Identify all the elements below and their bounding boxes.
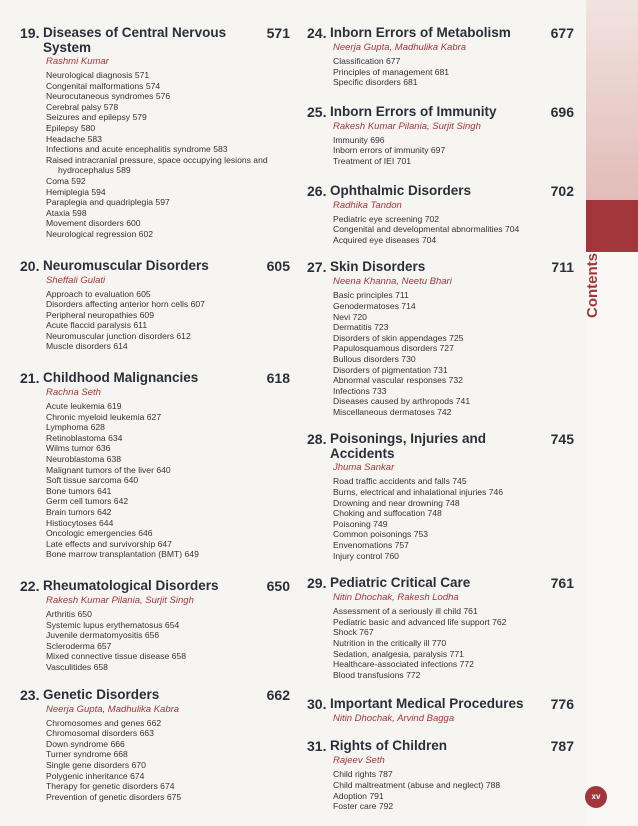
chapter-heading <box>307 575 574 591</box>
topic-item: Mixed connective tissue disease 658 <box>46 651 186 662</box>
topic-item: Germ cell tumors 642 <box>46 496 129 507</box>
topic-item: Cerebral palsy 578 <box>46 101 119 112</box>
topic-item: Choking and suffocation 748 <box>333 508 442 519</box>
topic-item: Brain tumors 642 <box>46 507 112 517</box>
chapter-heading <box>307 25 574 41</box>
chapter-entry <box>307 696 574 724</box>
topic-item: Muscle disorders 614 <box>46 341 128 352</box>
topic-item: Sedation, analgesia, paralysis 771 <box>333 648 464 659</box>
chapter-page: 571 <box>266 25 290 41</box>
chapter-title: Pediatric Critical Care <box>330 575 471 591</box>
side-strip-top <box>586 0 638 200</box>
chapter-heading <box>307 104 574 120</box>
chapter-authors: Jhuma Sankar <box>333 462 395 474</box>
chapter-authors: Nitin Dhochak, Arvind Bagga <box>333 713 455 725</box>
chapter-page: 776 <box>550 696 574 713</box>
chapter-entry <box>307 431 574 561</box>
chapter-heading <box>20 687 290 703</box>
topic-item: Principles of management 681 <box>333 66 450 77</box>
topic-item: Pediatric basic and advanced life support 762 <box>333 616 507 627</box>
chapter-authors: Rajeev Seth <box>333 755 385 767</box>
chapter-number: 23. <box>20 686 40 703</box>
topic-item: Disorders affecting anterior horn cells 607 <box>46 299 205 310</box>
chapter-heading <box>20 578 290 594</box>
topic-item: Diseases caused by arthropods 741 <box>333 396 471 407</box>
topic-item: Inborn errors of immunity 697 <box>333 145 446 156</box>
topic-item: Arthritis 650 <box>46 608 92 619</box>
topic-item: Headache 583 <box>46 133 102 144</box>
chapter-number: 21. <box>20 370 40 387</box>
topic-list <box>46 289 290 353</box>
topic-item: Prevention of genetic disorders 675 <box>46 791 182 802</box>
chapter-entry <box>20 687 290 803</box>
topic-list <box>333 214 574 246</box>
chapter-title: Important Medical Procedures <box>330 696 524 712</box>
topic-item: Retinoblastoma 634 <box>46 432 123 443</box>
topic-item: Burns, electrical and inhalational injuries 746 <box>333 487 504 498</box>
topic-item: Peripheral neuropathies 609 <box>46 309 154 320</box>
topic-item: Adoption 791 <box>333 790 384 801</box>
topic-item: Abnormal vascular responses 732 <box>333 375 463 386</box>
topic-item: Envenomations 757 <box>333 540 409 551</box>
topic-item: Neurological regression 602 <box>46 228 154 239</box>
topic-item: Seizures and epilepsy 579 <box>46 112 147 123</box>
topic-item: Acute flaccid paralysis 611 <box>46 320 148 331</box>
chapter-entry <box>20 578 290 673</box>
topic-item: Acquired eye diseases 704 <box>333 234 437 245</box>
topic-item: Blood transfusions 772 <box>333 669 421 680</box>
topic-item: Vasculitides 658 <box>46 661 108 672</box>
chapter-title: Ophthalmic Disorders <box>330 182 472 198</box>
chapter-page: 650 <box>266 577 290 594</box>
chapter-entry <box>307 25 574 88</box>
left-column <box>20 25 290 816</box>
topic-item: Polygenic inheritance 674 <box>46 770 145 781</box>
chapter-entry <box>20 370 290 560</box>
topic-item: Immunity 696 <box>333 134 385 145</box>
topic-item: Child maltreatment (abuse and neglect) 788 <box>333 779 501 790</box>
chapter-number: 20. <box>20 257 40 274</box>
topic-list <box>333 56 574 88</box>
topic-item: Systemic lupus erythematosus 654 <box>46 619 180 630</box>
topic-item: Classification 677 <box>333 56 401 66</box>
chapter-number: 31. <box>307 738 327 755</box>
chapter-number: 29. <box>307 575 327 592</box>
chapter-authors: Rachna Seth <box>46 387 101 399</box>
chapter-title: Genetic Disorders <box>43 686 160 702</box>
chapter-number: 27. <box>307 259 327 276</box>
chapter-page: 696 <box>550 103 574 120</box>
topic-item: Disorders of skin appendages 725 <box>333 332 464 343</box>
chapter-number: 26. <box>307 182 327 199</box>
side-strip <box>586 0 638 825</box>
topic-item: Juvenile dermatomyositis 656 <box>46 630 160 641</box>
contents-side-label: Contents <box>584 253 601 318</box>
chapter-authors: Rakesh Kumar Pilania, Surjit Singh <box>46 594 194 606</box>
topic-item: Chromosomal disorders 663 <box>46 728 154 739</box>
topic-list <box>333 606 574 680</box>
chapter-title: Inborn Errors of Metabolism <box>330 25 511 40</box>
topic-item: Dermatitis 723 <box>333 322 389 333</box>
chapter-page: 711 <box>551 259 574 276</box>
chapter-title: Neuromuscular Disorders <box>43 257 209 273</box>
topic-item: Congenital malformations 574 <box>46 80 161 91</box>
page-number-badge: xv <box>585 786 607 808</box>
chapter-authors: Rakesh Kumar Pilania, Surjit Singh <box>333 120 481 132</box>
topic-item: Poisoning 749 <box>333 518 388 529</box>
chapter-entry <box>307 738 574 811</box>
topic-item: Miscellaneous dermatoses 742 <box>333 406 452 417</box>
chapter-authors: Neena Khanna, Neetu Bhari <box>333 276 452 288</box>
topic-item: Scleroderma 657 <box>46 640 112 651</box>
chapter-entry <box>307 104 574 167</box>
chapter-page: 787 <box>550 738 574 755</box>
chapter-entry <box>307 575 574 680</box>
topic-item: Coma 592 <box>46 175 86 186</box>
topic-item: Road traffic accidents and falls 745 <box>333 476 467 487</box>
topic-item: Single gene disorders 670 <box>46 759 146 770</box>
topic-item: Therapy for genetic disorders 674 <box>46 781 175 792</box>
chapter-page: 702 <box>550 182 574 199</box>
topic-item: hydrocephalus 589 <box>58 165 131 176</box>
chapter-entry <box>307 183 574 246</box>
topic-list <box>46 401 290 560</box>
topic-item: Chronic myeloid leukemia 627 <box>46 411 162 422</box>
chapter-page: 618 <box>266 370 290 387</box>
topic-item: Papulosquamous disorders 727 <box>333 343 454 354</box>
topic-item: Soft tissue sarcoma 640 <box>46 475 139 486</box>
chapter-page: 677 <box>550 25 574 41</box>
chapter-title: Poisonings, Injuries and Accidents <box>330 431 487 462</box>
topic-list <box>46 609 290 673</box>
topic-item: Nutrition in the critically ill 770 <box>333 638 447 648</box>
chapter-page: 761 <box>550 575 574 592</box>
topic-item: Ataxia 598 <box>46 207 87 218</box>
chapter-heading <box>20 25 290 55</box>
topic-item: Raised intracranial pressure, space occupying lesions and <box>46 154 268 165</box>
chapter-authors: Neerja Gupta, Madhulika Kabra <box>333 42 467 53</box>
chapter-entry <box>20 25 290 240</box>
chapter-number: 24. <box>307 25 327 41</box>
topic-item: Late effects and survivorship 647 <box>46 538 172 549</box>
chapter-heading <box>20 258 290 274</box>
topic-item: Shock 767 <box>333 627 374 638</box>
chapter-page: 745 <box>550 431 574 448</box>
topic-item: Infections and acute encephalitis syndrome 583 <box>46 144 228 155</box>
chapter-authors: Rashmi Kumar <box>46 56 109 67</box>
topic-item: Specific disorders 681 <box>333 77 418 88</box>
chapter-title: Skin Disorders <box>330 259 426 275</box>
topic-list <box>333 769 574 811</box>
chapter-title: Rheumatological Disorders <box>43 577 219 593</box>
topic-item: Neurological diagnosis 571 <box>46 70 150 80</box>
chapter-authors: Neerja Gupta, Madhulika Kabra <box>46 703 180 715</box>
topic-item: Down syndrome 666 <box>46 738 125 749</box>
chapter-title: Diseases of Central Nervous System <box>43 25 227 55</box>
chapter-heading <box>307 696 574 712</box>
chapter-title: Inborn Errors of Immunity <box>330 103 497 119</box>
topic-item: Healthcare-associated infections 772 <box>333 659 474 670</box>
topic-list <box>333 135 574 167</box>
topic-list <box>333 476 574 561</box>
topic-list <box>333 290 574 417</box>
chapter-number: 19. <box>20 25 40 41</box>
chapter-authors: Nitin Dhochak, Rakesh Lodha <box>333 592 459 604</box>
topic-item: Oncologic emergencies 646 <box>46 528 153 539</box>
chapter-heading <box>20 370 290 386</box>
topic-item: Bone tumors 641 <box>46 485 112 496</box>
topic-item: Foster care 792 <box>333 801 394 812</box>
topic-item: Lymphoma 628 <box>46 422 105 433</box>
topic-item: Infections 733 <box>333 385 387 396</box>
topic-item: Wilms tumor 636 <box>46 443 111 454</box>
topic-item: Child rights 787 <box>333 769 393 780</box>
topic-list <box>46 70 290 240</box>
chapter-number: 30. <box>307 696 327 713</box>
topic-item: Treatment of IEI 701 <box>333 155 412 166</box>
topic-item: Turner syndrome 668 <box>46 749 128 760</box>
topic-item: Epilepsy 580 <box>46 122 96 133</box>
topic-item: Bone marrow transplantation (BMT) 649 <box>46 549 199 560</box>
chapter-page: 662 <box>266 686 290 703</box>
topic-item: Neuroblastoma 638 <box>46 454 122 465</box>
chapter-page: 605 <box>266 257 290 274</box>
topic-item: Congenital and developmental abnormalities 704 <box>333 224 520 235</box>
topic-item: Chromosomes and genes 662 <box>46 717 162 728</box>
topic-item: Acute leukemia 619 <box>46 401 122 412</box>
chapter-title: Rights of Children <box>330 738 447 754</box>
topic-item: Malignant tumors of the liver 640 <box>46 464 171 475</box>
topic-item: Injury control 760 <box>333 550 399 561</box>
chapter-heading <box>307 431 574 461</box>
topic-item: Genodermatoses 714 <box>333 300 416 311</box>
topic-item: Common poisonings 753 <box>333 529 429 540</box>
topic-item: Hemiplegia 594 <box>46 186 106 197</box>
chapter-heading <box>307 183 574 199</box>
chapter-number: 28. <box>307 431 327 448</box>
topic-item: Neuromuscular junction disorders 612 <box>46 330 191 341</box>
topic-item: Disorders of pigmentation 731 <box>333 364 448 375</box>
chapter-title: Childhood Malignancies <box>43 370 199 386</box>
side-strip-bottom <box>586 252 638 825</box>
chapter-entry <box>20 258 290 353</box>
chapter-authors: Sheffali Gulati <box>46 274 106 286</box>
topic-item: Pediatric eye screening 702 <box>333 213 440 224</box>
chapter-number: 25. <box>307 103 327 120</box>
chapter-authors: Radhika Tandon <box>333 199 402 211</box>
chapter-heading <box>307 259 574 275</box>
topic-list <box>46 718 290 803</box>
topic-item: Drowning and near drowning 748 <box>333 497 460 508</box>
topic-item: Movement disorders 600 <box>46 218 141 229</box>
chapter-entry <box>307 259 574 417</box>
topic-item: Neurocutaneous syndromes 576 <box>46 91 171 102</box>
right-column <box>307 25 574 826</box>
topic-item: Assessment of a seriously ill child 761 <box>333 606 478 617</box>
chapter-number: 22. <box>20 577 40 594</box>
side-tab-marker <box>586 200 638 252</box>
chapter-heading <box>307 738 574 754</box>
topic-item: Approach to evaluation 605 <box>46 288 151 299</box>
topic-item: Bullous disorders 730 <box>333 353 416 364</box>
topic-item: Paraplegia and quadriplegia 597 <box>46 197 170 208</box>
topic-item: Nevi 720 <box>333 311 367 322</box>
topic-item: Histiocytoses 644 <box>46 517 114 528</box>
topic-item: Basic principles 711 <box>333 290 409 301</box>
